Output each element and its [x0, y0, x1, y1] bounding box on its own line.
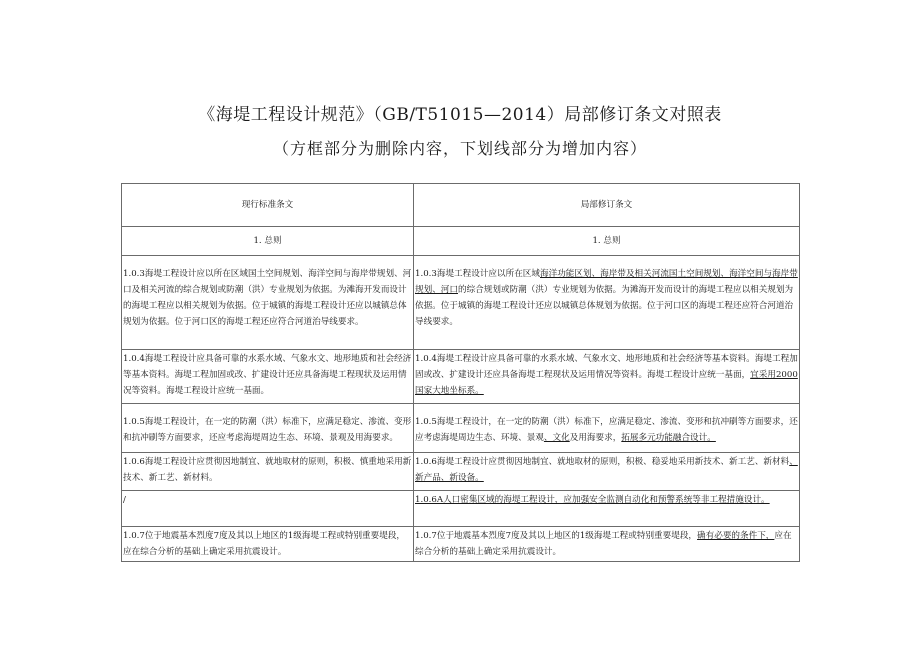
added-text: 海洋功能区划、海岸带及相关河流国土空间规划、海洋空间与海岸带规划、河口: [415, 269, 798, 295]
added-text: 拓展多元功能融合设计。: [621, 433, 716, 443]
clause-text: 1.0.3海堤工程设计应以所在区域: [415, 269, 540, 279]
clause-current: 1.0.3海堤工程设计应以所在区域国土空间规划、海洋空间与海岸带规划、河口及相关河流的综合规划或防潮（洪）专业规划为依据。为滩海开发而设计的海堤工程应以相关规划为依据。位于城镇的海堤工程设计还应以城镇总体规划为依据。位于河口区的海堤工程还应符合河道治导线要求。: [122, 256, 414, 350]
header-revised: 局部修订条文: [414, 184, 800, 227]
clause-revised: [414, 527, 800, 562]
added-text: 、新产品、新设备。: [415, 457, 798, 483]
section-revised: 1. 总则: [414, 227, 800, 256]
table-row: [122, 453, 800, 491]
table-row: [122, 350, 800, 404]
added-text: 宜采用2000国家大地坐标系。: [415, 370, 798, 396]
table-row: [122, 491, 800, 527]
clause-text: 的综合规划或防潮（洪）专业规划为依据。为滩海开发而设计的海堤工程应以相关规划为依据。位于城镇的海堤工程设计还应以城镇总体规划为依据。位于河口区的海堤工程还应符合河道治导线要求。: [415, 285, 794, 327]
table-row: [122, 404, 800, 453]
document-title: 《海堤工程设计规范》（GB/T51015—2014）局部修订条文对照表: [198, 105, 722, 125]
clause-current: 1.0.7位于地震基本烈度7度及其以上地区的1级海堤工程或特别重要堤段，应在综合分析的基础上确定采用抗震设计。: [122, 527, 414, 562]
comparison-table: [121, 183, 800, 562]
section-row: [122, 227, 800, 256]
clause-text: 应在综合分析的基础上确定采用抗震设计。: [415, 531, 792, 557]
document-subtitle: （方框部分为删除内容，下划线部分为增加内容）: [272, 139, 647, 158]
table-row: [122, 527, 800, 562]
clause-current: 1.0.5海堤工程设计，在一定的防潮（洪）标准下，应满足稳定、渗流、变形和抗冲刷等方面要求，还应考虑海堤周边生态、环境、景观及用海要求。: [122, 404, 414, 453]
added-text: 确有必要的条件下，: [697, 531, 775, 541]
clause-current: /: [122, 491, 414, 527]
clause-current: 1.0.4海堤工程设计应具备可靠的水系水域、气象水文、地形地质和社会经济等基本资料。海堤工程加固或改、扩建设计还应具备海堤工程现状及运用情况等资料。海堤工程设计应统一基面。: [122, 350, 414, 404]
clause-revised: [414, 491, 800, 527]
clause-revised: [414, 350, 800, 404]
added-text: 1.0.6A人口密集区域的海堤工程设计，应加强安全监测自动化和预警系统等非工程措施设计。: [415, 495, 770, 505]
clause-text: 1.0.7位于地震基本烈度7度及其以上地区的1级海堤工程或特别重要堤段，: [415, 531, 698, 541]
clause-revised: [414, 453, 800, 491]
section-current: 1. 总则: [122, 227, 414, 256]
table-header-row: [122, 184, 800, 227]
clause-text: 1.0.6海堤工程设计应贯彻因地制宜、就地取材的原则，积极、稳妥地采用新技术、新工艺、新材料: [415, 457, 790, 467]
clause-revised: [414, 404, 800, 453]
clause-current: 1.0.6海堤工程设计应贯彻因地制宜、就地取材的原则，积极、慎重地采用新技术、新工艺、新材料。: [122, 453, 414, 491]
clause-revised: [414, 256, 800, 350]
table-row: [122, 256, 800, 350]
header-current: 现行标准条文: [122, 184, 414, 227]
clause-text: 1.0.4海堤工程设计应具备可靠的水系水域、气象水文、地形地质和社会经济等基本资料。海堤工程加固或改、扩建设计还应具备海堤工程现状及运用情况等资料。海堤工程设计应统一基面，: [415, 354, 798, 380]
added-text: 、文化: [543, 433, 570, 443]
clause-text: 及用海要求，: [569, 433, 622, 443]
clause-text: 1.0.5海堤工程设计，在一定的防潮（洪）标准下，应满足稳定、渗流、变形和抗冲刷等方面要求，还应考虑海堤周边生态、环境、景观: [415, 417, 798, 443]
